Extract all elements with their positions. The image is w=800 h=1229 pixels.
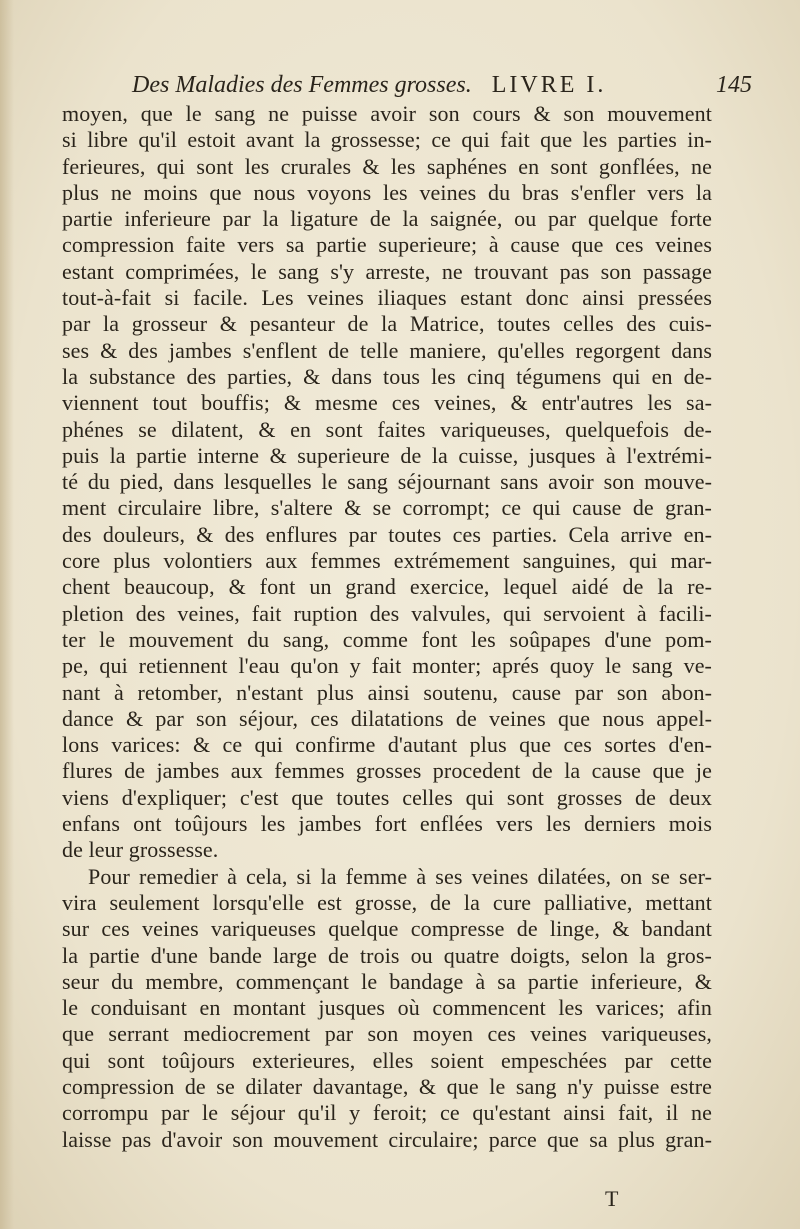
text-line: viennent tout bouffis; & mesme ces veines, & entr'autres les sa- — [62, 390, 712, 416]
text-line: compression faite vers sa partie superieure; à cause que ces veines — [62, 232, 712, 258]
book-label: LIVRE I. — [491, 72, 607, 98]
text-line: sur ces veines variqueuses quelque compresse de linge, & bandant — [62, 916, 712, 942]
text-line: enfans ont toûjours les jambes fort enflées vers les derniers mois — [62, 811, 712, 837]
text-line: corrompu par le séjour qu'il y feroit; ce qu'estant ainsi fait, il ne — [62, 1100, 712, 1126]
text-line: té du pied, dans lesquelles le sang séjournant sans avoir son mouve- — [62, 469, 712, 495]
text-line: par la grosseur & pesanteur de la Matrice, toutes celles des cuis- — [62, 311, 712, 337]
text-line: plus ne moins que nous voyons les veines du bras s'enfler vers la — [62, 179, 712, 205]
text-line: qui sont toûjours exterieures, elles soient empeschées par cette — [62, 1047, 712, 1073]
text-line: des douleurs, & des enflures par toutes ces parties. Cela arrive en- — [62, 521, 712, 547]
text-line: ses & des jambes s'enflent de telle maniere, qu'elles regorgent dans — [62, 337, 712, 363]
text-line: flures de jambes aux femmes grosses procedent de la cause que je — [62, 758, 712, 784]
text-line: chent beaucoup, & font un grand exercice, lequel aidé de la re- — [62, 574, 712, 600]
text-line: moyen, que le sang ne puisse avoir son cours & son mouvement — [62, 101, 712, 126]
text-line: phénes se dilatent, & en sont faites variqueuses, quelquefois de- — [62, 416, 712, 442]
text-line: ment circulaire libre, s'altere & se corrompt; ce qui cause de gran- — [62, 495, 712, 521]
page-number: 145 — [716, 72, 752, 98]
page-gutter-shadow — [0, 0, 14, 1229]
body-text — [62, 101, 712, 1153]
text-line: puis la partie interne & superieure de la cuisse, jusques à l'extrémi- — [62, 442, 712, 468]
text-line: le conduisant en montant jusques où commencent les varices; afin — [62, 995, 712, 1021]
text-line: ter le mouvement du sang, comme font les soûpapes d'une pom- — [62, 626, 712, 652]
text-line: dance & par son séjour, ces dilatations de veines que nous appel- — [62, 705, 712, 731]
running-header — [132, 68, 752, 102]
text-line: partie inferieure par la ligature de la saignée, ou par quelque forte — [62, 206, 712, 232]
text-line: la substance des parties, & dans tous les cinq tégumens qui en de- — [62, 363, 712, 389]
text-line: vira seulement lorsqu'elle est grosse, de la cure palliative, mettant — [62, 889, 712, 915]
text-line-paragraph-end: de leur grossesse. — [62, 837, 219, 863]
text-line: pe, qui retiennent l'eau qu'on y fait monter; aprés quoy le sang ve- — [62, 653, 712, 679]
text-line: la partie d'une bande large de trois ou quatre doigts, selon la gros- — [62, 942, 712, 968]
text-line: core plus volontiers aux femmes extrémement sanguines, qui mar- — [62, 548, 712, 574]
text-line: que serrant mediocrement par son moyen ces veines variqueuses, — [62, 1021, 712, 1047]
text-line: lons varices: & ce qui confirme d'autant plus que ces sortes d'en- — [62, 732, 712, 758]
text-line: laisse pas d'avoir son mouvement circulaire; parce que sa plus gran- — [62, 1126, 712, 1152]
text-line: seur du membre, commençant le bandage à sa partie inferieure, & — [62, 968, 712, 994]
text-line: nant à retomber, n'estant plus ainsi soutenu, cause par son abon- — [62, 679, 712, 705]
text-line: estant comprimées, le sang s'y arreste, ne trouvant pas son passage — [62, 258, 712, 284]
text-line-paragraph-start: Pour remedier à cela, si la femme à ses veines dilatées, on se ser- — [88, 863, 712, 889]
text-line: tout-à-fait si facile. Les veines iliaques estant donc ainsi pressées — [62, 285, 712, 311]
text-line: viens d'expliquer; c'est que toutes celles qui sont grosses de deux — [62, 784, 712, 810]
text-line: compression de se dilater davantage, & que le sang n'y puisse estre — [62, 1073, 712, 1099]
text-line: ferieures, qui sont les crurales & les saphénes en sont gonflées, ne — [62, 153, 712, 179]
signature-mark: T — [605, 1186, 619, 1211]
running-title: Des Maladies des Femmes grosses. — [132, 72, 472, 98]
text-line: si libre qu'il estoit avant la grossesse; ce qui fait que les parties in- — [62, 127, 712, 153]
text-line: pletion des veines, fait ruption des valvules, qui servoient à facili- — [62, 600, 712, 626]
